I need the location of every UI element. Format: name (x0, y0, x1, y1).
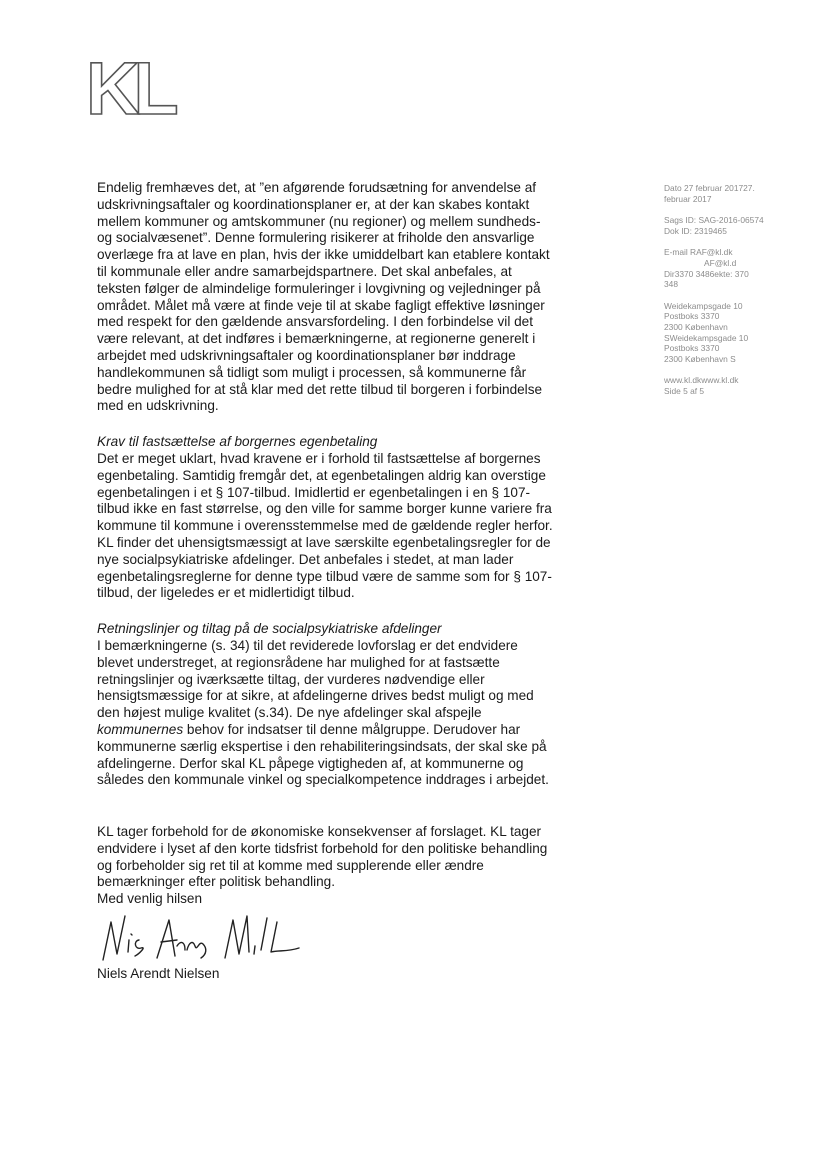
paragraph-egenbetaling: Det er meget uklart, hvad kravene er i forhold til fastsættelse af borgernes egenbetaling. Samtidig fremgår det, at egenbetalingen aldrig kan overstige egenbetalingen i et § 107-tilbud. Imidlertid er egenbetalingen i en § 107-tilbud ikke en fast størrelse, og den ville for samme borger kunne variere fra kommune til kommune i overensstemmelse med de gældende regler herfor. KL finder det uhensigtsmæssigt at lave særskilte egenbetalingsregler for de nye socialpsykiatriske afdelinger. Det anbefales i stedet, at man lader egenbetalingsreglerne for denne type tilbud være de samme som for § 107-tilbud, der ligeledes er et midlertidigt tilbud. (97, 450, 553, 601)
kl-logo (86, 58, 180, 118)
case-id: Sags ID: SAG-2016-06574 (664, 215, 764, 226)
phone-suffix: 348 (664, 279, 678, 290)
email: E-mail RAF@kl.dk (664, 247, 733, 258)
address-line: Postboks 3370 (664, 311, 720, 322)
emphasis-kommunernes: kommunernes (97, 721, 184, 737)
address-block (664, 301, 814, 365)
paragraph-retningslinjer (97, 638, 557, 789)
doc-id: Dok ID: 2319465 (664, 225, 727, 236)
date-line: februar 2017 (664, 193, 712, 204)
address-line: 2300 København (664, 321, 728, 332)
paragraph-retningslinjer-part1: I bemærkningerne (s. 34) til det reviderede lovforslag er det endvidere blevet understreget, at regionsrådene har mulighed for at fastsætte retningslinjer og iværksætte tiltag, der vurderes nødvendige eller hensigtsmæssige for at sikre, at afdelingerne drives bedst muligt og med den højest mulige kvalitet (s.34). De nye afdelinger skal afspejle (97, 637, 534, 721)
letter-body (97, 180, 557, 908)
email-fragment: AF@kl.d (704, 257, 737, 268)
closing-greeting: Med venlig hilsen (97, 891, 203, 907)
heading-egenbetaling: Krav til fastsættelse af borgernes egenbetaling (97, 434, 378, 450)
logo-text: KL (86, 58, 173, 118)
address-line: 2300 København S (664, 353, 736, 364)
address-line: Postboks 3370 (664, 343, 720, 354)
address-line: Weidekampsgade 10 (664, 300, 743, 311)
handwritten-signature (95, 910, 325, 965)
case-id-block (664, 215, 814, 236)
contact-block (664, 247, 814, 289)
paragraph-retningslinjer-part2: behov for indsatser til denne målgruppe. Derudover har kommunerne særlig ekspertise i den rehabiliteringsindsats, der skal ske på afdelingerne. Derfor skal KL påpege vigtigheden af, at kommunerne og således den kommunale vinkel og specialkompetence inddrages i arbejdet. (97, 721, 549, 788)
signer-name: Niels Arendt Nielsen (97, 966, 220, 981)
address-line: SWeidekampsgade 10 (664, 332, 749, 343)
heading-retningslinjer: Retningslinjer og tiltag på de socialpsykiatriske afdelinger (97, 621, 442, 637)
phone: Dir3370 3486ekte: 370 (664, 268, 749, 279)
date-block (664, 183, 814, 204)
web-block (664, 375, 814, 396)
website: www.kl.dkwww.kl.dk (664, 375, 739, 386)
paragraph-discharge-agreements: Endelig fremhæves det, at ”en afgørende forudsætning for anvendelse af udskrivningsaftaler og koordinationsplaner er, at der kan skabes kontakt mellem kommuner og amtskommuner (nu regioner) og mellem sundheds- og socialvæsenet”. Denne formulering risikerer at friholde den ansvarlige overlæge fra at lave en plan, hvis der ikke umiddelbart kan etablere kontakt til kommunale eller andre samarbejdspartnere. Det skal anbefales, at teksten følger de almindelige formuleringer i lovgivning og vejledninger på området. Målet må være at finde veje til at skabe fagligt effektive løsninger med respekt for den gældende ansvarsfordeling. I den forbindelse vil det være relevant, at det indføres i bemærkningerne, at regionerne generelt i arbejdet med udskrivningsaftaler og koordinationsplaner bør inddrage handlekommunen så tidligt som muligt i processen, så kommunerne får bedre mulighed for at stå klar med det rette tilbud til borgeren i forbindelse med en udskrivning. (97, 180, 550, 414)
date-line: Dato 27 februar 201727. (664, 183, 755, 193)
sidebar-meta (664, 183, 814, 408)
paragraph-reservation: KL tager forbehold for de økonomiske konsekvenser af forslaget. KL tager endvidere i lyset af den korte tidsfrist forbehold for den politiske behandling og forbeholder sig ret til at komme med supplerende eller ændre bemærkninger efter politisk behandling. (97, 824, 548, 890)
page-number: Side 5 af 5 (664, 385, 705, 396)
